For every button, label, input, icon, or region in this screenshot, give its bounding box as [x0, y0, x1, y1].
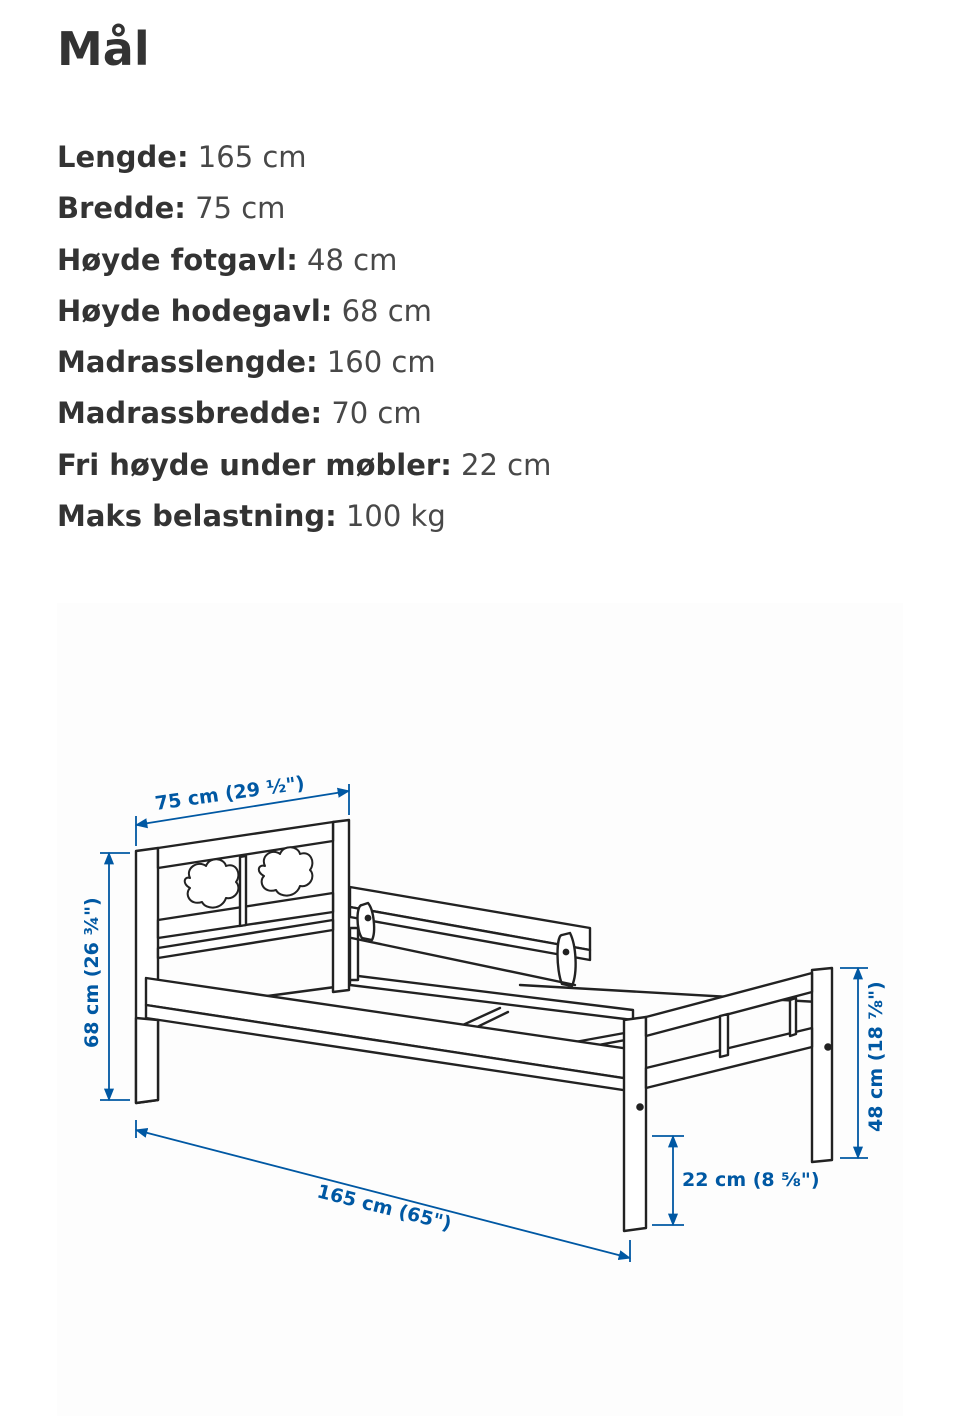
- spec-row-footboard-height: [57, 235, 551, 286]
- spec-row-mattress-length: [57, 337, 551, 388]
- spec-value: 68 cm: [341, 293, 432, 328]
- bed-diagram-svg: [57, 603, 903, 1416]
- spec-row-mattress-width: [57, 388, 551, 439]
- spec-label: Lengde:: [57, 140, 189, 174]
- spec-row-clearance: [57, 440, 551, 491]
- dim-length-label: 165 cm (65"): [314, 1180, 454, 1236]
- dim-headboard-height-label: 68 cm (26 ¾"): [81, 897, 103, 1048]
- spec-value: 48 cm: [307, 242, 398, 277]
- dim-width-label: 75 cm (29 ½"): [153, 772, 306, 815]
- spec-label: Bredde:: [57, 191, 186, 226]
- spec-label: Høyde hodegavl:: [57, 293, 333, 328]
- spec-value: 100 kg: [345, 499, 446, 534]
- dim-clearance-label: 22 cm (8 ⅝"): [682, 1169, 820, 1191]
- dimensions-list: [57, 132, 551, 542]
- dim-footboard-height-label: 48 cm (18 ⅞"): [865, 981, 887, 1132]
- spec-row-length: [57, 132, 551, 183]
- spec-row-headboard-height: [57, 286, 551, 337]
- spec-label: Høyde fotgavl:: [57, 242, 298, 277]
- spec-value: 70 cm: [331, 396, 422, 431]
- spec-row-max-load: [57, 491, 551, 542]
- dimension-diagram[interactable]: [57, 603, 903, 1416]
- spec-label: Madrasslengde:: [57, 345, 318, 380]
- spec-label: Madrassbredde:: [57, 396, 323, 431]
- spec-value: 22 cm: [461, 447, 552, 482]
- spec-label: Fri høyde under møbler:: [57, 447, 452, 482]
- spec-value: 165 cm: [197, 140, 307, 174]
- section-title: Mål: [57, 22, 150, 76]
- spec-value: 75 cm: [195, 191, 286, 226]
- spec-row-width: [57, 183, 551, 234]
- spec-value: 160 cm: [326, 345, 436, 380]
- spec-label: Maks belastning:: [57, 499, 337, 534]
